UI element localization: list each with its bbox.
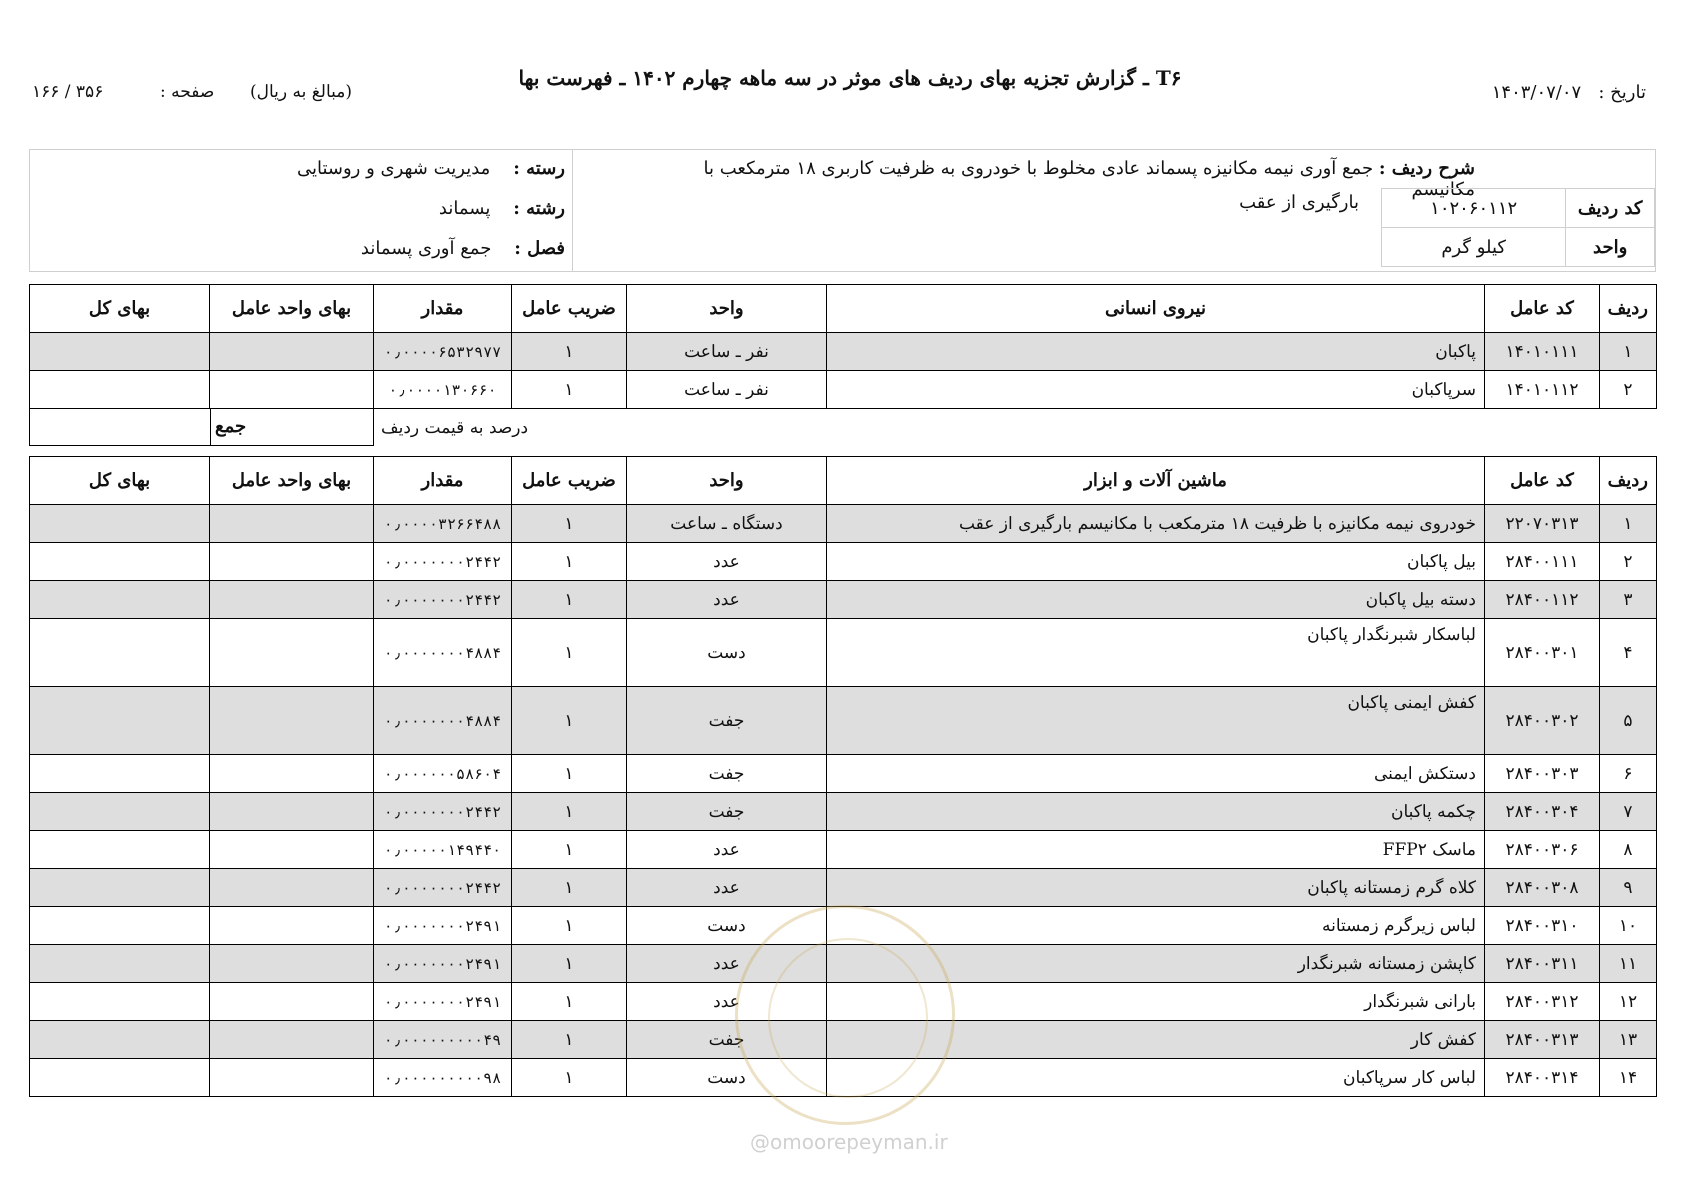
- factor-name: لباسکار شبرنگدار پاکبان: [827, 619, 1485, 687]
- factor-unit-price: [210, 371, 374, 409]
- factor-name: دستکش ایمنی: [827, 755, 1485, 793]
- row-number: ۲: [1600, 543, 1657, 581]
- factor-coef: ۱: [512, 505, 627, 543]
- item-code-label: کد ردیف: [1566, 189, 1655, 228]
- factor-code: ۲۸۴۰۰۳۱۰: [1485, 907, 1600, 945]
- factor-unit-price: [210, 793, 374, 831]
- factor-coef: ۱: [512, 1059, 627, 1097]
- factor-name: لباس زیرگرم زمستانه: [827, 907, 1485, 945]
- factor-unit: جفت: [627, 1021, 827, 1059]
- col-coef: ضریب عامل: [512, 285, 627, 333]
- col-unit-price: بهای واحد عامل: [210, 457, 374, 505]
- table-row: [30, 505, 1657, 543]
- row-number: ۹: [1600, 869, 1657, 907]
- factor-total: [30, 983, 210, 1021]
- factor-unit-price: [210, 1059, 374, 1097]
- date-label: تاریخ :: [1598, 82, 1646, 103]
- factor-unit: عدد: [627, 581, 827, 619]
- factor-qty: ۰٫۰۰۰۰۰۰۰۲۴۴۲: [374, 543, 512, 581]
- factor-coef: ۱: [512, 543, 627, 581]
- factor-code: ۲۸۴۰۰۳۰۴: [1485, 793, 1600, 831]
- item-code-value: ۱۰۲۰۶۰۱۱۲: [1382, 189, 1566, 228]
- row-number: ۳: [1600, 581, 1657, 619]
- row-number: ۷: [1600, 793, 1657, 831]
- factor-unit: عدد: [627, 983, 827, 1021]
- col-name: ماشین آلات و ابزار: [827, 457, 1485, 505]
- factor-total: [30, 907, 210, 945]
- table-row: [30, 687, 1657, 755]
- factor-unit: عدد: [627, 831, 827, 869]
- factor-unit: عدد: [627, 543, 827, 581]
- row-number: ۱: [1600, 333, 1657, 371]
- sum-label: جمع: [215, 416, 247, 437]
- row-number: ۱۲: [1600, 983, 1657, 1021]
- factor-unit: عدد: [627, 945, 827, 983]
- col-total: بهای کل: [30, 457, 210, 505]
- watermark-url-text: omoorepeyman.ir: [770, 1130, 948, 1154]
- description-line-2: بارگیری از عقب: [1239, 192, 1359, 213]
- factor-code: ۲۸۴۰۰۱۱۲: [1485, 581, 1600, 619]
- factor-total: [30, 371, 210, 409]
- chapter-label: فصل :: [514, 238, 565, 259]
- factor-coef: ۱: [512, 581, 627, 619]
- machinery-header-row: [30, 457, 1657, 505]
- table-row: [30, 793, 1657, 831]
- item-unit-value: کیلو گرم: [1382, 228, 1566, 267]
- factor-coef: ۱: [512, 333, 627, 371]
- factor-total: [30, 869, 210, 907]
- field-row: [439, 198, 565, 219]
- factor-name: لباس کار سرپاکبان: [827, 1059, 1485, 1097]
- factor-qty: ۰٫۰۰۰۰۰۰۰۲۴۴۲: [374, 869, 512, 907]
- col-row: ردیف: [1600, 457, 1657, 505]
- factor-total: [30, 755, 210, 793]
- factor-code: ۲۸۴۰۰۳۱۴: [1485, 1059, 1600, 1097]
- row-number: ۱۴: [1600, 1059, 1657, 1097]
- col-code: کد عامل: [1485, 285, 1600, 333]
- chapter-value: جمع آوری پسماند: [360, 238, 492, 259]
- factor-coef: ۱: [512, 755, 627, 793]
- factor-unit-price: [210, 687, 374, 755]
- factor-total: [30, 543, 210, 581]
- table-row: [30, 543, 1657, 581]
- factor-name: ماسک FFP۲: [827, 831, 1485, 869]
- col-code: کد عامل: [1485, 457, 1600, 505]
- date-value: ۱۴۰۳/۰۷/۰۷: [1491, 82, 1582, 103]
- col-qty: مقدار: [374, 285, 512, 333]
- factor-unit: دست: [627, 619, 827, 687]
- factor-unit-price: [210, 983, 374, 1021]
- factor-name: چکمه پاکبان: [827, 793, 1485, 831]
- factor-name: بیل پاکبان: [827, 543, 1485, 581]
- factor-unit-price: [210, 581, 374, 619]
- col-qty: مقدار: [374, 457, 512, 505]
- factor-total: [30, 687, 210, 755]
- factor-unit: جفت: [627, 687, 827, 755]
- col-unit-price: بهای واحد عامل: [210, 285, 374, 333]
- item-unit-label: واحد: [1566, 228, 1655, 267]
- table-row: [30, 581, 1657, 619]
- factor-unit: دست: [627, 1059, 827, 1097]
- row-number: ۱۰: [1600, 907, 1657, 945]
- factor-unit: دستگاه ـ ساعت: [627, 505, 827, 543]
- col-unit: واحد: [627, 457, 827, 505]
- factor-total: [30, 831, 210, 869]
- factor-total: [30, 1059, 210, 1097]
- table-row: [30, 619, 1657, 687]
- row-number: ۵: [1600, 687, 1657, 755]
- page-number: ۱۶۶ / ۳۵۶: [32, 82, 104, 102]
- factor-coef: ۱: [512, 371, 627, 409]
- category-row: [297, 158, 565, 179]
- item-code-grid: [1381, 188, 1655, 267]
- factor-qty: ۰٫۰۰۰۰۰۰۰۲۴۹۱: [374, 945, 512, 983]
- row-number: ۸: [1600, 831, 1657, 869]
- factor-code: ۲۸۴۰۰۳۰۶: [1485, 831, 1600, 869]
- factor-total: [30, 945, 210, 983]
- col-unit: واحد: [627, 285, 827, 333]
- table-row: [30, 333, 1657, 371]
- factor-qty: ۰٫۰۰۰۰۰۰۰۴۸۸۴: [374, 619, 512, 687]
- factor-total: [30, 581, 210, 619]
- factor-code: ۲۸۴۰۰۳۱۲: [1485, 983, 1600, 1021]
- factor-qty: ۰٫۰۰۰۰۰۰۰۲۴۴۲: [374, 581, 512, 619]
- category-value: مدیریت شهری و روستایی: [296, 158, 491, 179]
- factor-coef: ۱: [512, 831, 627, 869]
- field-label: رشته :: [513, 198, 565, 219]
- table-row: [30, 1021, 1657, 1059]
- col-total: بهای کل: [30, 285, 210, 333]
- factor-code: ۲۸۴۰۰۱۱۱: [1485, 543, 1600, 581]
- table-row: [30, 831, 1657, 869]
- factor-name: کفش کار: [827, 1021, 1485, 1059]
- factor-qty: ۰٫۰۰۰۰۰۰۰۴۸۸۴: [374, 687, 512, 755]
- factor-coef: ۱: [512, 983, 627, 1021]
- factor-unit: نفر ـ ساعت: [627, 371, 827, 409]
- row-number: ۶: [1600, 755, 1657, 793]
- factor-unit-price: [210, 755, 374, 793]
- amount-note: (مبالغ به ریال): [250, 82, 353, 102]
- table-row: [30, 983, 1657, 1021]
- factor-code: ۱۴۰۱۰۱۱۲: [1485, 371, 1600, 409]
- sum-box: [29, 408, 374, 446]
- description-line-1: جمع آوری نیمه مکانیزه پسماند عادی مخلوط با خودروی به ظرفیت کاربری ۱۸ مترمکعب با مکانیسم: [703, 158, 1475, 200]
- labor-sum-row: [29, 408, 1656, 446]
- factor-coef: ۱: [512, 687, 627, 755]
- table-row: [30, 869, 1657, 907]
- factor-code: ۱۴۰۱۰۱۱۱: [1485, 333, 1600, 371]
- factor-name: بارانی شبرنگدار: [827, 983, 1485, 1021]
- factor-unit: دست: [627, 907, 827, 945]
- sum-divider: [210, 409, 211, 445]
- table-row: [30, 907, 1657, 945]
- col-coef: ضریب عامل: [512, 457, 627, 505]
- page-label: صفحه :: [160, 82, 215, 102]
- factor-total: [30, 505, 210, 543]
- factor-coef: ۱: [512, 945, 627, 983]
- factor-unit-price: [210, 831, 374, 869]
- col-name: نیروی انسانی: [827, 285, 1485, 333]
- col-row: ردیف: [1600, 285, 1657, 333]
- factor-unit-price: [210, 333, 374, 371]
- factor-unit-price: [210, 907, 374, 945]
- factor-qty: ۰٫۰۰۰۰۰۰۰۲۴۴۲: [374, 793, 512, 831]
- factor-total: [30, 793, 210, 831]
- factor-code: ۲۸۴۰۰۳۱۳: [1485, 1021, 1600, 1059]
- factor-qty: ۰٫۰۰۰۰۶۵۳۲۹۷۷: [374, 333, 512, 371]
- factor-name: سرپاکبان: [827, 371, 1485, 409]
- factor-qty: ۰٫۰۰۰۰۳۲۶۶۴۸۸: [374, 505, 512, 543]
- report-title: T۶ ـ گزارش تجزیه بهای ردیف های موثر در سه ماهه چهارم ۱۴۰۲ ـ فهرست بها: [518, 66, 1182, 90]
- row-number: ۲: [1600, 371, 1657, 409]
- factor-total: [30, 1021, 210, 1059]
- labor-header-row: [30, 285, 1657, 333]
- factor-unit: عدد: [627, 869, 827, 907]
- factor-code: ۲۸۴۰۰۳۱۱: [1485, 945, 1600, 983]
- factor-code: ۲۸۴۰۰۳۰۳: [1485, 755, 1600, 793]
- factor-total: [30, 333, 210, 371]
- factor-qty: ۰٫۰۰۰۰۰۱۴۹۴۴۰: [374, 831, 512, 869]
- row-number: ۱۱: [1600, 945, 1657, 983]
- factor-qty: ۰٫۰۰۰۰۰۰۰۲۴۹۱: [374, 907, 512, 945]
- factor-unit-price: [210, 619, 374, 687]
- factor-qty: ۰٫۰۰۰۰۰۰۰۲۴۹۱: [374, 983, 512, 1021]
- factor-coef: ۱: [512, 1021, 627, 1059]
- percent-of-item-label: درصد به قیمت ردیف: [381, 418, 529, 438]
- factor-unit: جفت: [627, 755, 827, 793]
- factor-coef: ۱: [512, 793, 627, 831]
- factor-qty: ۰٫۰۰۰۰۰۰۵۸۶۰۴: [374, 755, 512, 793]
- factor-code: ۲۸۴۰۰۳۰۱: [1485, 619, 1600, 687]
- factor-qty: ۰٫۰۰۰۰۰۰۰۰۰۴۹: [374, 1021, 512, 1059]
- row-number: ۱: [1600, 505, 1657, 543]
- factor-coef: ۱: [512, 869, 627, 907]
- item-info-box: [29, 149, 1656, 272]
- table-row: [30, 945, 1657, 983]
- factor-code: ۲۲۰۷۰۳۱۳: [1485, 505, 1600, 543]
- factor-unit-price: [210, 505, 374, 543]
- factor-unit-price: [210, 869, 374, 907]
- factor-code: ۲۸۴۰۰۳۰۸: [1485, 869, 1600, 907]
- watermark-url: @omoorepeyman.ir: [750, 1130, 948, 1154]
- category-label: رسته :: [513, 158, 565, 179]
- factor-unit-price: [210, 543, 374, 581]
- factor-qty: ۰٫۰۰۰۰۰۰۰۰۰۹۸: [374, 1059, 512, 1097]
- description-label: شرح ردیف :: [1378, 158, 1475, 179]
- factor-unit-price: [210, 1021, 374, 1059]
- row-number: ۴: [1600, 619, 1657, 687]
- row-number: ۱۳: [1600, 1021, 1657, 1059]
- factor-unit: نفر ـ ساعت: [627, 333, 827, 371]
- factor-unit-price: [210, 945, 374, 983]
- factor-name: دسته بیل پاکبان: [827, 581, 1485, 619]
- factor-name: کلاه گرم زمستانه پاکبان: [827, 869, 1485, 907]
- table-row: [30, 1059, 1657, 1097]
- factor-name: خودروی نیمه مکانیزه با ظرفیت ۱۸ مترمکعب با مکانیسم بارگیری از عقب: [827, 505, 1485, 543]
- info-divider: [572, 150, 573, 271]
- machinery-table: [29, 456, 1657, 1097]
- factor-qty: ۰٫۰۰۰۰۱۳۰۶۶۰: [374, 371, 512, 409]
- factor-name: پاکبان: [827, 333, 1485, 371]
- table-row: [30, 755, 1657, 793]
- report-date: [1492, 82, 1646, 103]
- labor-table: [29, 284, 1657, 409]
- factor-name: کاپشن زمستانه شبرنگدار: [827, 945, 1485, 983]
- factor-total: [30, 619, 210, 687]
- factor-name: کفش ایمنی پاکبان: [827, 687, 1485, 755]
- factor-coef: ۱: [512, 907, 627, 945]
- field-value: پسماند: [438, 198, 491, 219]
- factor-coef: ۱: [512, 619, 627, 687]
- factor-code: ۲۸۴۰۰۳۰۲: [1485, 687, 1600, 755]
- factor-unit: جفت: [627, 793, 827, 831]
- chapter-row: [361, 238, 565, 259]
- table-row: [30, 371, 1657, 409]
